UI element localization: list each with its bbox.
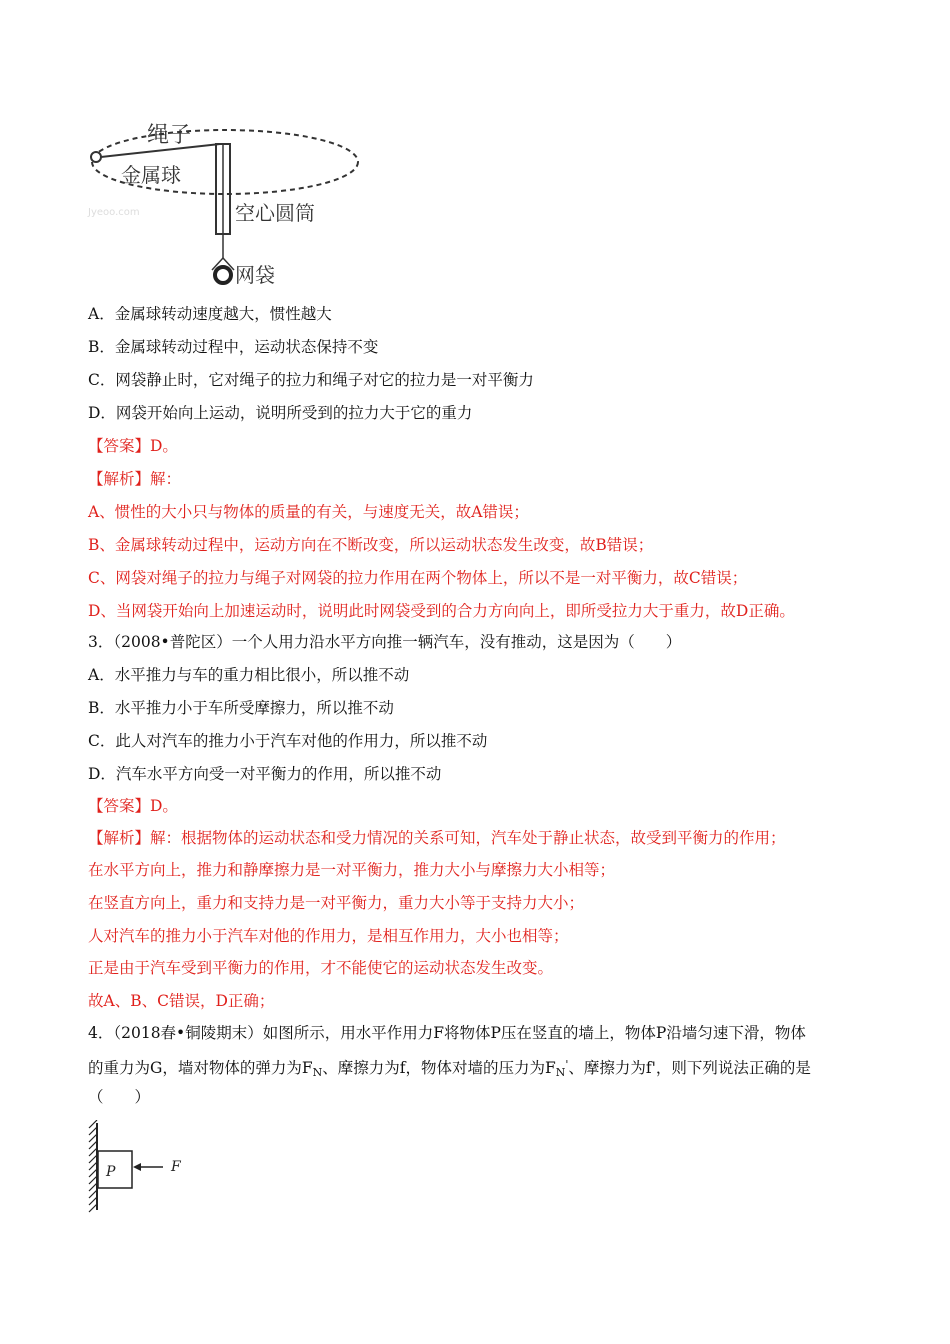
wall-hatching <box>89 1120 97 1212</box>
label-ball: 金属球 <box>121 163 181 187</box>
q2-option-d: D．网袋开始向上运动，说明所受到的拉力大于它的重力 <box>88 404 473 422</box>
q3-analysis-1: 【解析】解：根据物体的运动状态和受力情况的关系可知，汽车处于静止状态，故受到平衡力的作用； <box>88 829 786 847</box>
q3-analysis-6: 故A、B、C错误，D正确； <box>88 992 275 1010</box>
q2-option-a: A．金属球转动速度越大，惯性越大 <box>88 305 332 323</box>
prime-mark: ' <box>565 1058 569 1071</box>
net-bag <box>215 267 231 283</box>
q4-stem-line1: 4．（2018春•铜陵期末）如图所示，用水平作用力F将物体P压在竖直的墙上，物体P沿墙匀速下滑，物体 <box>88 1024 806 1042</box>
q3-answer: 【答案】D。 <box>88 797 178 815</box>
q3-stem: 3．（2008•普陀区）一个人用力沿水平方向推一辆汽车，没有推动，这是因为（ ） <box>88 633 682 651</box>
q4-line2-part-b: 、摩擦力为f，物体对墙的压力为F <box>322 1059 556 1077</box>
q3-option-b: B．水平推力小于车所受摩擦力，所以推不动 <box>88 699 394 717</box>
q2-analysis-d: D、当网袋开始向上加速运动时，说明此时网袋受到的合力方向向上，即所受拉力大于重力，故D正确。 <box>88 602 795 620</box>
q2-option-b: B．金属球转动过程中，运动状态保持不变 <box>88 338 379 356</box>
label-p: P <box>106 1164 116 1180</box>
label-rope: 绳子 <box>147 123 192 148</box>
q3-analysis-3: 在竖直方向上，重力和支持力是一对平衡力，重力大小等于支持力大小； <box>88 894 585 912</box>
q3-option-a: A．水平推力与车的重力相比很小，所以推不动 <box>88 666 410 684</box>
subscript-n: N <box>312 1066 323 1079</box>
q4-stem-line3: （ ） <box>88 1088 151 1106</box>
figure-rotating-ball <box>85 110 375 290</box>
q2-analysis-c: C、网袋对绳子的拉力与绳子对网袋的拉力作用在两个物体上，所以不是一对平衡力，故C错误； <box>88 569 748 587</box>
watermark: Jyeoo.com <box>88 207 140 218</box>
force-arrow-head <box>133 1163 141 1171</box>
subscript-n-2: N <box>555 1066 566 1079</box>
metal-ball <box>91 152 101 162</box>
q3-option-c: C．此人对汽车的推力小于汽车对他的作用力，所以推不动 <box>88 732 488 750</box>
q4-stem-line2 <box>88 1055 811 1083</box>
q3-analysis-4: 人对汽车的推力小于汽车对他的作用力，是相互作用力，大小也相等； <box>88 927 569 945</box>
q3-option-d: D．汽车水平方向受一对平衡力的作用，所以推不动 <box>88 765 442 783</box>
q4-line2-part-a: 的重力为G，墙对物体的弹力为F <box>88 1059 313 1077</box>
q2-analysis-head: 【解析】解： <box>88 470 182 488</box>
q2-analysis-b: B、金属球转动过程中，运动方向在不断改变，所以运动状态发生改变，故B错误； <box>88 536 654 554</box>
q3-analysis-5: 正是由于汽车受到平衡力的作用，才不能使它的运动状态发生改变。 <box>88 959 554 977</box>
q4-line2-part-c: 、摩擦力为f'，则下列说法正确的是 <box>568 1059 811 1077</box>
label-f: F <box>171 1159 181 1175</box>
label-tube: 空心圆筒 <box>235 201 315 225</box>
figure-block-wall <box>85 1120 205 1215</box>
q2-answer: 【答案】D。 <box>88 437 178 455</box>
q2-option-c: C．网袋静止时，它对绳子的拉力和绳子对它的拉力是一对平衡力 <box>88 371 534 389</box>
q3-analysis-2: 在水平方向上，推力和静摩擦力是一对平衡力，推力大小与摩擦力大小相等； <box>88 861 616 879</box>
label-net: 网袋 <box>235 263 275 287</box>
q2-analysis-a: A、惯性的大小只与物体的质量的有关，与速度无关，故A错误； <box>88 503 529 521</box>
